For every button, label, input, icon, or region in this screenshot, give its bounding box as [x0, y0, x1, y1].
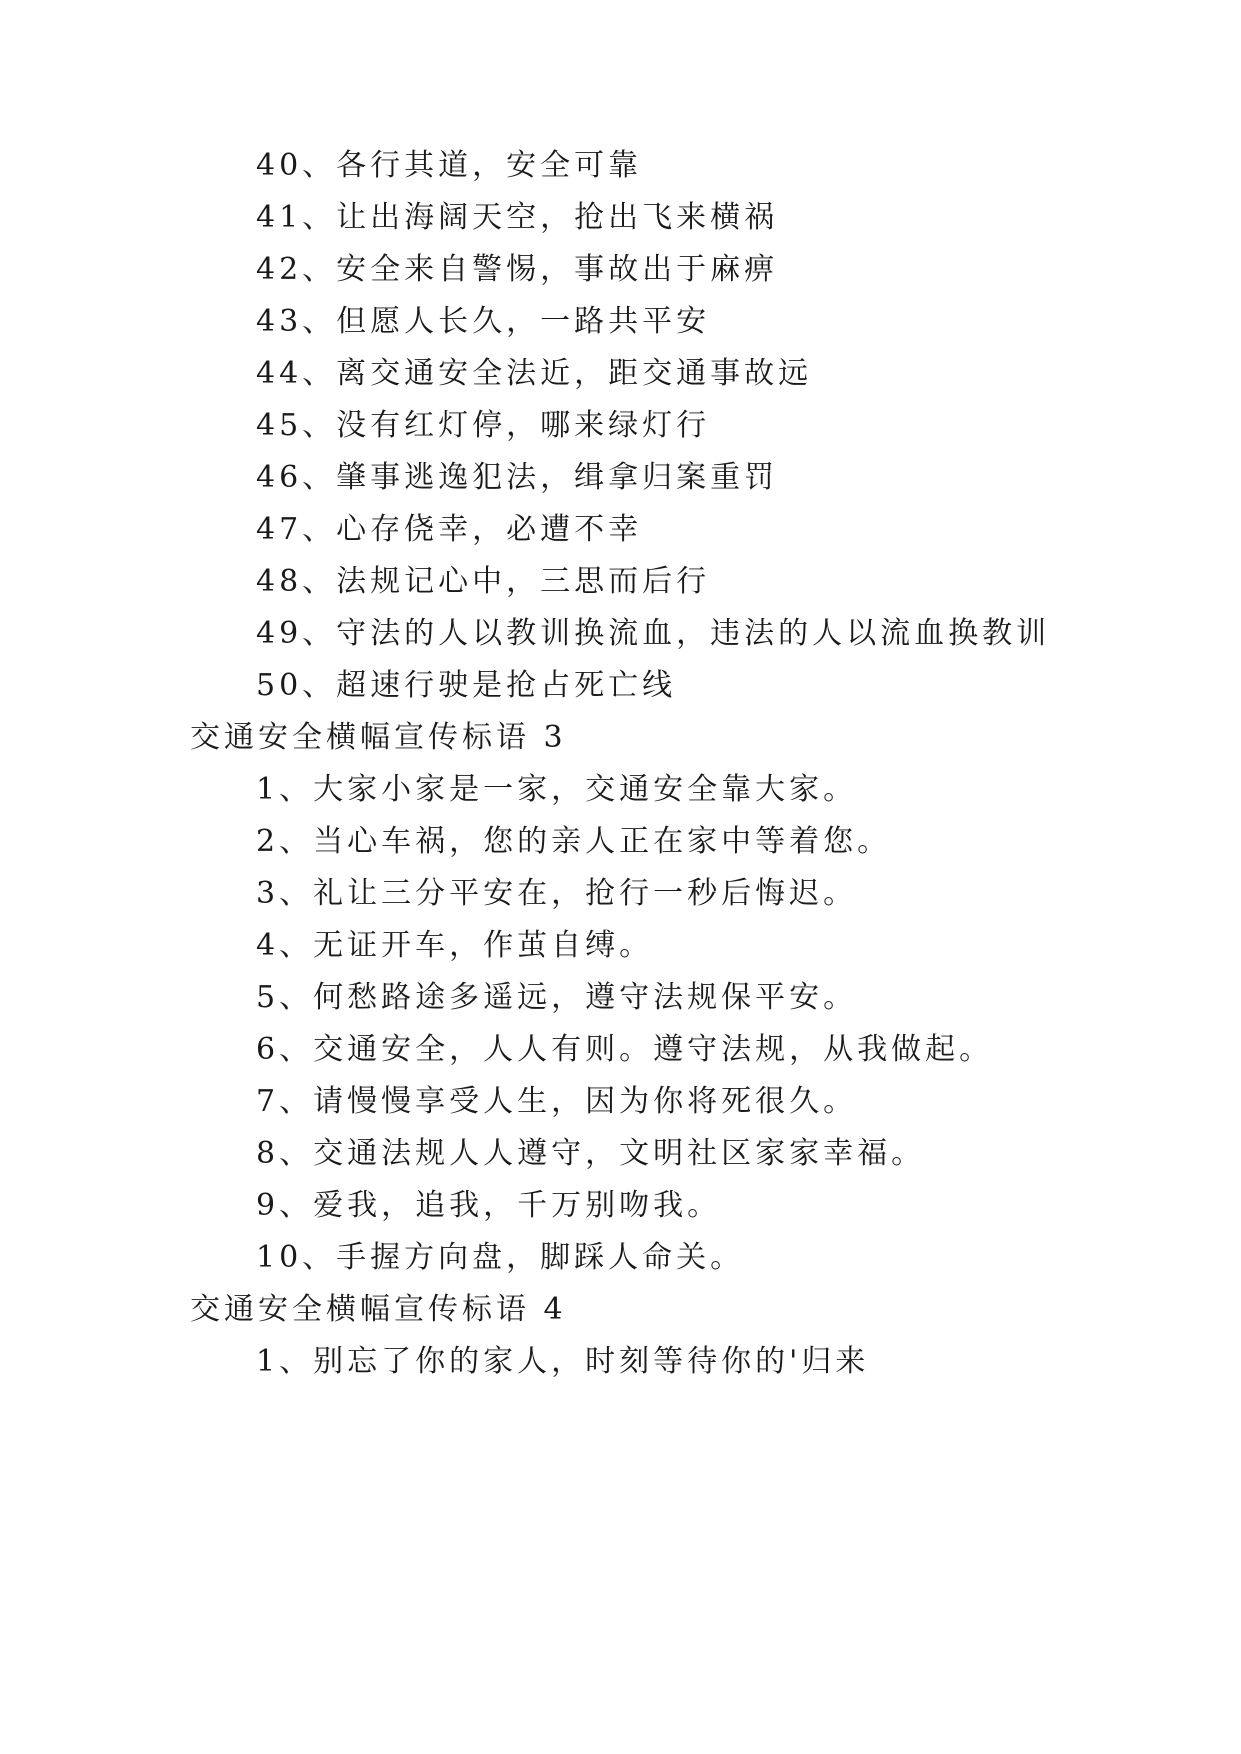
slogan-item: 48、法规记心中，三思而后行: [256, 564, 711, 599]
slogan-item: 46、肇事逃逸犯法，缉拿归案重罚: [256, 460, 779, 495]
slogan-item: 1、大家小家是一家，交通安全靠大家。: [256, 772, 858, 807]
section-heading: 交通安全横幅宣传标语 4: [190, 1292, 567, 1327]
slogan-item: 2、当心车祸，您的亲人正在家中等着您。: [256, 824, 892, 859]
slogan-item: 8、交通法规人人遵守，文明社区家家幸福。: [256, 1136, 926, 1171]
section-heading: 交通安全横幅宣传标语 3: [190, 720, 567, 755]
slogan-item: 9、爱我，追我，千万别吻我。: [256, 1188, 722, 1223]
slogan-item: 50、超速行驶是抢占死亡线: [256, 668, 677, 703]
slogan-item: 43、但愿人长久，一路共平安: [256, 304, 711, 339]
slogan-item: 3、礼让三分平安在，抢行一秒后悔迟。: [256, 876, 858, 911]
slogan-item: 5、何愁路途多遥远，遵守法规保平安。: [256, 980, 858, 1015]
slogan-item: 4、无证开车，作茧自缚。: [256, 928, 654, 963]
slogan-item: 10、手握方向盘，脚踩人命关。: [256, 1240, 745, 1275]
slogan-item: 1、别忘了你的家人，时刻等待你的'归来: [256, 1344, 870, 1379]
slogan-item: 42、安全来自警惕，事故出于麻痹: [256, 252, 779, 287]
slogan-item: 44、离交通安全法近，距交通事故远: [256, 356, 813, 391]
slogan-item: 45、没有红灯停，哪来绿灯行: [256, 408, 711, 443]
slogan-item: 6、交通安全，人人有则。遵守法规，从我做起。: [256, 1032, 994, 1067]
slogan-item: 41、让出海阔天空，抢出飞来横祸: [256, 200, 779, 235]
slogan-item: 7、请慢慢享受人生，因为你将死很久。: [256, 1084, 858, 1119]
slogan-item: 49、守法的人以教训换流血，违法的人以流血换教训: [256, 616, 1051, 651]
slogan-item: 47、心存侥幸，必遭不幸: [256, 512, 643, 547]
slogan-item: 40、各行其道，安全可靠: [256, 148, 643, 183]
